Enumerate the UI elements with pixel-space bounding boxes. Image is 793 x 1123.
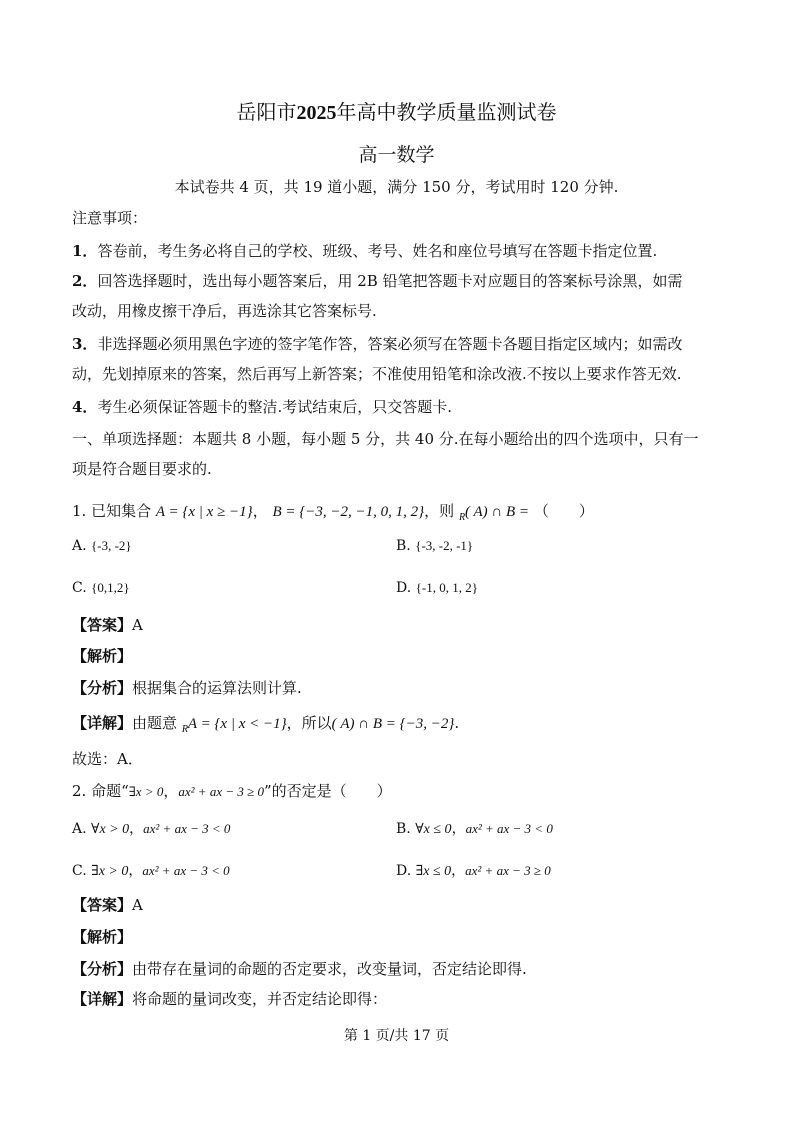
q2-option-c-part1: ∃x > 0 bbox=[91, 864, 129, 879]
q2-stem-suffix: ”的否定是（ ） bbox=[264, 782, 392, 800]
page-footer: 第 1 页/共 17 页 bbox=[343, 1028, 450, 1044]
q2-option-a-part1: ∀x > 0 bbox=[91, 822, 130, 837]
q1-analysis-tag: 【解析】 bbox=[72, 647, 133, 665]
q1-answer-tag: 【答案】 bbox=[72, 616, 133, 634]
q2-detail bbox=[72, 988, 387, 1010]
q2-fenxi bbox=[72, 958, 527, 980]
q2-stem-math2: ax² + ax − 3 ≥ 0 bbox=[178, 784, 264, 799]
q1-option-a-value: {-3, -2} bbox=[91, 538, 132, 553]
q1-fenxi-text: 根据集合的运算法则计算. bbox=[132, 679, 302, 697]
note-3-text-a: 非选择题必须用黑色字迹的签字笔作答，答案必须写在答题卡各题目指定区域内；如需改 bbox=[97, 335, 683, 353]
note-2-text-a: 回答选择题时，选出每小题答案后，用 2B 铅笔把答题卡对应题目的答案标号涂黑，如需 bbox=[97, 272, 683, 290]
q1-expr bbox=[458, 504, 530, 523]
q1-option-d bbox=[396, 580, 478, 596]
note-3-text-b: 动，先划掉原来的答案，然后再写上新答案；不准使用铅笔和涂改液.不按以上要求作答无效. bbox=[72, 365, 682, 383]
q1-choose: 故选：A． bbox=[72, 750, 143, 768]
q1-option-a bbox=[72, 538, 132, 554]
q2-option-a-sep: ， bbox=[129, 821, 144, 837]
q1-stem-prefix: 1. 已知集合 bbox=[72, 502, 152, 520]
note-3a bbox=[72, 333, 682, 355]
q1-detail-expr1: A = {x | x < −1} bbox=[187, 716, 287, 732]
q2-option-b bbox=[396, 818, 553, 838]
q2-option-c bbox=[72, 860, 230, 880]
q2-option-b-label: B. bbox=[396, 821, 411, 837]
note-4-number: 4． bbox=[72, 398, 98, 416]
q2-option-b-part2: ax² + ax − 3 < 0 bbox=[465, 821, 553, 836]
q1-option-b-label: B. bbox=[396, 538, 411, 554]
q2-option-d-sep: ， bbox=[451, 863, 466, 879]
section1-line2: 项是符合题目要求的. bbox=[72, 460, 212, 478]
q2-answer-value: A bbox=[132, 896, 143, 914]
q1-expr-sub: R bbox=[458, 512, 466, 523]
q1-detail-tag: 【详解】 bbox=[72, 714, 133, 732]
q2-option-c-label: C. bbox=[72, 863, 87, 879]
q1-expr-text: ( A) ∩ B = bbox=[465, 504, 530, 520]
q1-paren: （ ） bbox=[533, 502, 594, 520]
q1-option-c bbox=[72, 580, 130, 596]
title-suffix: 年高中教学质量监测试卷 bbox=[336, 100, 557, 124]
q2-option-a-label: A. bbox=[72, 821, 87, 837]
q1-option-a-label: A. bbox=[72, 538, 87, 554]
section1-line1: 一、单项选择题：本题共 8 小题，每小题 5 分，共 40 分.在每小题给出的四个选项中，只有一 bbox=[72, 430, 699, 448]
q1-answer bbox=[72, 614, 143, 636]
q2-detail-tag: 【详解】 bbox=[72, 990, 133, 1008]
notes-heading: 注意事项： bbox=[72, 209, 148, 227]
exam-info: 本试卷共 4 页，共 19 道小题，满分 150 分，考试用时 120 分钟. bbox=[174, 178, 619, 196]
q1-fenxi-tag: 【分析】 bbox=[72, 679, 133, 697]
note-4-text: 考生必须保证答题卡的整洁.考试结束后，只交答题卡. bbox=[97, 398, 452, 416]
q1-detail-prefix: 由题意 bbox=[132, 714, 178, 732]
q2-detail-text: 将命题的量词改变，并否定结论即得： bbox=[132, 990, 388, 1008]
q2-option-d-label: D. bbox=[396, 863, 412, 879]
q2-option-d bbox=[396, 860, 551, 880]
q2-option-d-part2: ax² + ax − 3 ≥ 0 bbox=[465, 863, 551, 878]
q1-detail-expr2: ( A) ∩ B = {−3, −2} bbox=[331, 716, 455, 732]
q2-stem bbox=[72, 780, 392, 803]
note-1-number: 1． bbox=[72, 242, 98, 260]
q1-comma: ， bbox=[252, 502, 268, 520]
note-4 bbox=[72, 396, 452, 418]
q2-stem-prefix: 2. 命题“ bbox=[72, 782, 129, 800]
q1-option-d-label: D. bbox=[396, 580, 412, 596]
q1-stem bbox=[72, 500, 594, 529]
q2-option-c-sep: ， bbox=[128, 863, 143, 879]
q1-then: ，则 bbox=[424, 502, 455, 520]
q2-option-b-sep: ， bbox=[451, 821, 466, 837]
q1-option-d-value: {-1, 0, 1, 2} bbox=[415, 580, 478, 595]
q2-answer-tag: 【答案】 bbox=[72, 896, 133, 914]
page-title bbox=[0, 96, 793, 125]
note-3-number: 3． bbox=[72, 335, 98, 353]
title-year: 2025 bbox=[296, 102, 337, 124]
q2-answer bbox=[72, 894, 143, 916]
q1-set-b: B = {−3, −2, −1, 0, 1, 2} bbox=[272, 504, 425, 520]
note-1 bbox=[72, 240, 657, 262]
q2-option-b-part1: ∀x ≤ 0 bbox=[415, 822, 452, 837]
note-2-text-b: 改动，用橡皮擦干净后，再选涂其它答案标号. bbox=[72, 302, 377, 320]
q2-option-a bbox=[72, 818, 230, 838]
q1-detail-sub: R bbox=[181, 724, 188, 735]
q2-option-d-part1: ∃x ≤ 0 bbox=[415, 864, 452, 879]
q1-detail-end: . bbox=[454, 714, 460, 732]
q2-stem-comma: ， bbox=[163, 782, 179, 800]
q1-option-c-label: C. bbox=[72, 580, 87, 596]
title-prefix: 岳阳市 bbox=[236, 100, 297, 124]
note-2a bbox=[72, 270, 683, 292]
q1-fenxi bbox=[72, 677, 302, 699]
q1-option-c-value: {0,1,2} bbox=[91, 580, 130, 595]
q2-stem-math1: ∃x > 0 bbox=[128, 784, 164, 799]
q2-fenxi-tag: 【分析】 bbox=[72, 960, 133, 978]
q1-detail-mid: ，所以 bbox=[286, 714, 332, 732]
q1-option-b-value: {-3, -2, -1} bbox=[415, 538, 474, 553]
subject-subtitle: 高一数学 bbox=[358, 144, 435, 166]
q1-detail bbox=[72, 712, 459, 741]
q1-set-a: A = {x | x ≥ −1} bbox=[155, 504, 253, 520]
q2-option-a-part2: ax² + ax − 3 < 0 bbox=[143, 821, 231, 836]
q1-option-b bbox=[396, 538, 473, 554]
q2-fenxi-text: 由带存在量词的命题的否定要求，改变量词，否定结论即得. bbox=[132, 960, 527, 978]
q1-answer-value: A bbox=[132, 616, 143, 634]
note-2-number: 2． bbox=[72, 272, 98, 290]
q2-analysis-tag: 【解析】 bbox=[72, 928, 133, 946]
note-1-text: 答卷前，考生务必将自己的学校、班级、考号、姓名和座位号填写在答题卡指定位置. bbox=[97, 242, 658, 260]
q2-option-c-part2: ax² + ax − 3 < 0 bbox=[142, 863, 230, 878]
